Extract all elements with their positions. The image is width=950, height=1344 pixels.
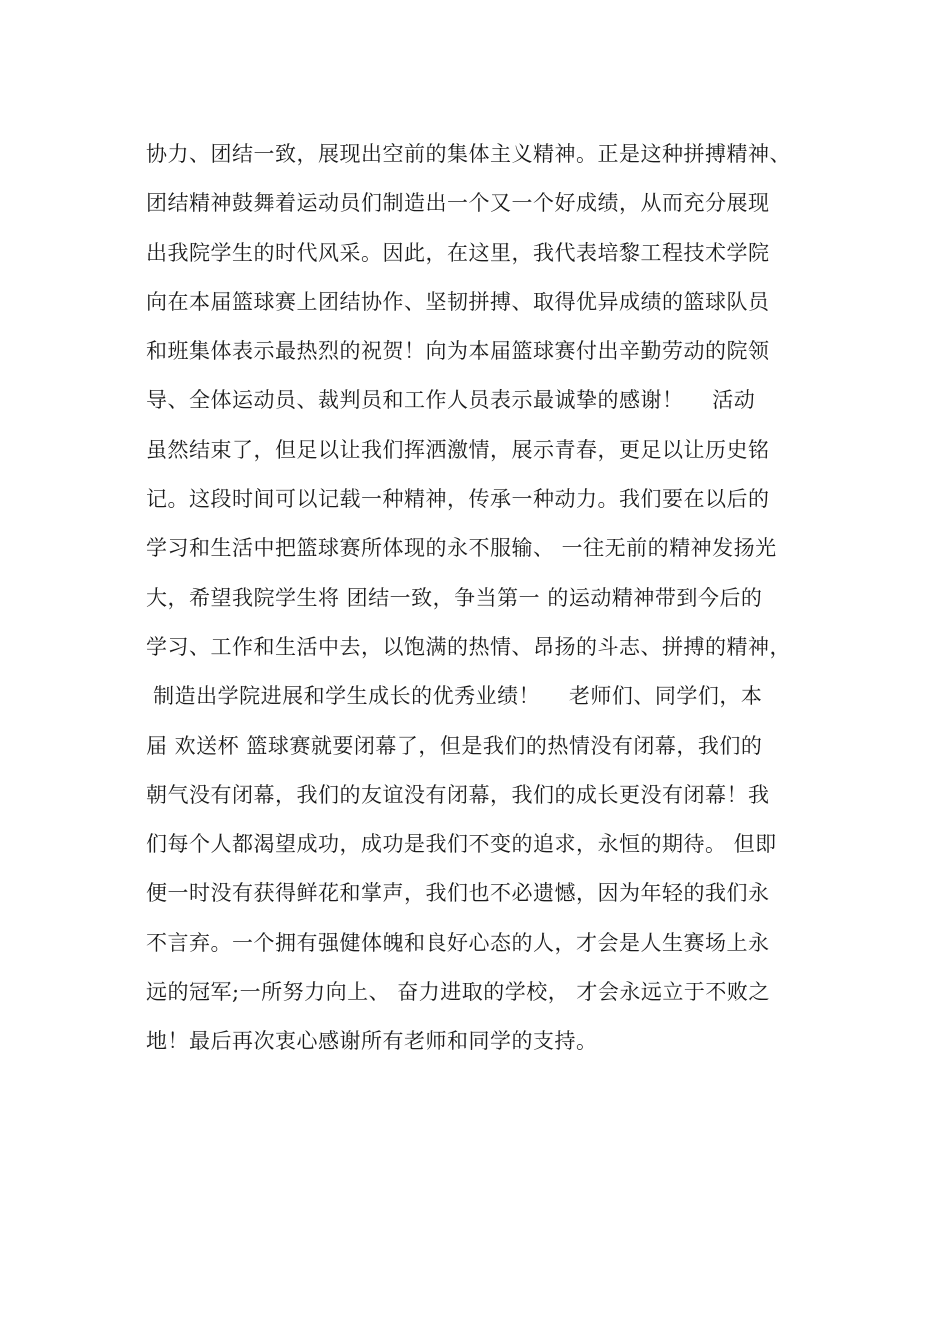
text-line: 记。这段时间可以记载一种精神，传承一种动力。我们要在以后的 — [146, 487, 770, 512]
text-line: 和班集体表示最热烈的祝贺！向为本届篮球赛付出辛勤劳动的院领 — [146, 339, 770, 364]
text-line: 导、全体运动员、裁判员和工作人员表示最诚挚的感谢！ 活动 — [146, 388, 756, 413]
text-line: 虽然结束了，但足以让我们挥洒激情，展示青春，更足以让历史铭 — [146, 437, 770, 462]
text-line: 便一时没有获得鲜花和掌声，我们也不必遗憾，因为年轻的我们永 — [146, 881, 770, 906]
text-line: 制造出学院进展和学生成长的优秀业绩！ 老师们、同学们，本 — [146, 684, 763, 709]
text-line: 朝气没有闭幕，我们的友谊没有闭幕，我们的成长更没有闭幕！我 — [146, 782, 770, 807]
text-line: 远的冠军;一所努力向上、 奋力进取的学校， 才会永远立于不败之 — [146, 980, 770, 1005]
text-line: 学习、工作和生活中去，以饱满的热情、昂扬的斗志、拼搏的精神， — [146, 634, 791, 659]
text-line: 协力、团结一致，展现出空前的集体主义精神。正是这种拼搏精神、 — [146, 142, 791, 166]
text-line: 不言弃。一个拥有强健体魄和良好心态的人，才会是人生赛场上永 — [146, 930, 770, 955]
text-line: 地！最后再次衷心感谢所有老师和同学的支持。 — [146, 1029, 598, 1054]
text-line: 出我院学生的时代风采。因此，在这里，我代表培黎工程技术学院 — [146, 240, 770, 265]
text-line: 大，希望我院学生将 团结一致，争当第一 的运动精神带到今后的 — [146, 585, 763, 610]
text-line: 届 欢送杯 篮球赛就要闭幕了，但是我们的热情没有闭幕，我们的 — [146, 733, 763, 758]
text-line: 向在本届篮球赛上团结协作、坚韧拼搏、取得优异成绩的篮球队员 — [146, 289, 770, 314]
text-line: 团结精神鼓舞着运动员们制造出一个又一个好成绩，从而充分展现 — [146, 191, 770, 216]
text-line: 们每个人都渴望成功，成功是我们不变的追求，永恒的期待。 但即 — [146, 832, 777, 857]
body-text — [146, 130, 826, 1067]
text-line: 学习和生活中把篮球赛所体现的永不服输、 一往无前的精神发扬光 — [146, 536, 777, 561]
